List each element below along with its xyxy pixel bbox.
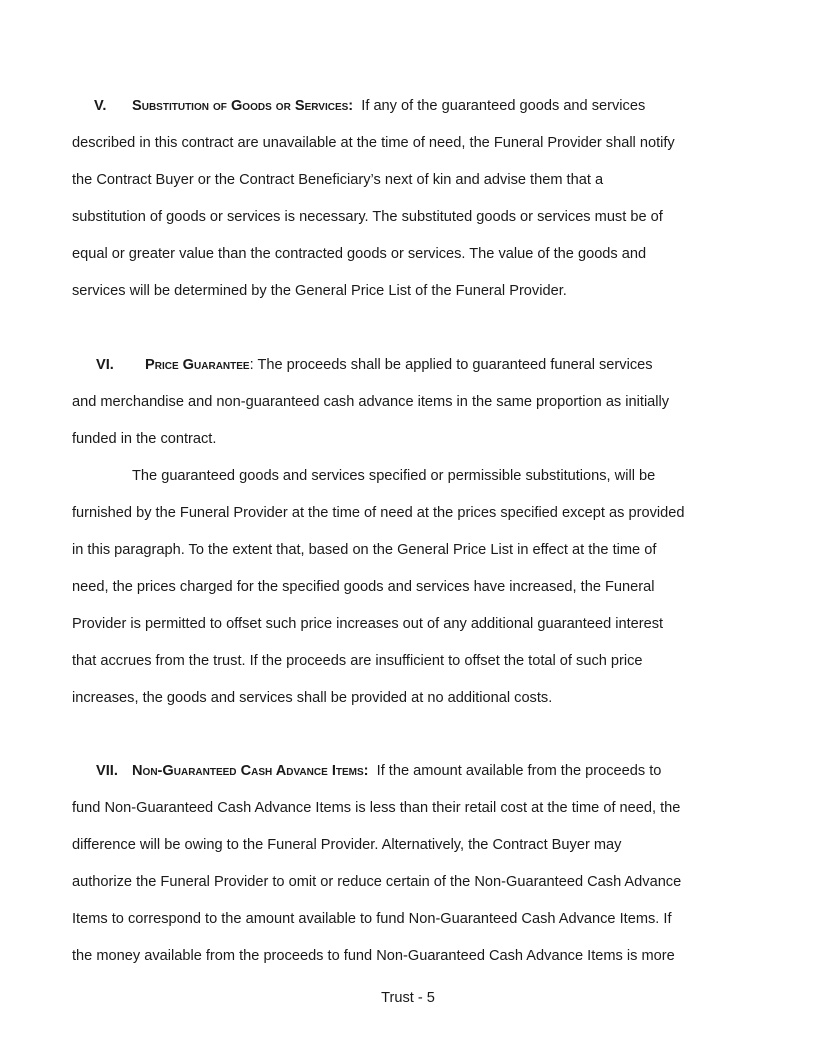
- paragraph-line: equal or greater value than the contracted goods or services. The value of the goods and: [72, 246, 647, 262]
- paragraph-line: funded in the contract.: [72, 431, 217, 447]
- paragraph-line: Items to correspond to the amount available to fund Non-Guaranteed Cash Advance Items. If: [72, 911, 672, 927]
- page-footer: Trust - 5: [381, 990, 435, 1006]
- paragraph-line: Provider is permitted to offset such price increases out of any additional guaranteed interest: [72, 616, 664, 632]
- paragraph-line: services will be determined by the General Price List of the Funeral Provider.: [72, 283, 567, 299]
- section-heading: Price Guarantee: [145, 357, 250, 373]
- paragraph-line: difference will be owing to the Funeral Provider. Alternatively, the Contract Buyer may: [72, 837, 622, 853]
- section-vii-heading-line: [96, 762, 661, 780]
- paragraph-line: need, the prices charged for the specified goods and services have increased, the Funeral: [72, 579, 655, 595]
- paragraph-line: in this paragraph. To the extent that, based on the General Price List in effect at the time of: [72, 542, 657, 558]
- paragraph-line: fund Non-Guaranteed Cash Advance Items is less than their retail cost at the time of need, the: [72, 800, 681, 816]
- paragraph-line: that accrues from the trust. If the proceeds are insufficient to offset the total of such price: [72, 653, 643, 669]
- paragraph-line: the money available from the proceeds to fund Non-Guaranteed Cash Advance Items is more: [72, 948, 675, 964]
- paragraph-line: The guaranteed goods and services specified or permissible substitutions, will be: [132, 468, 656, 484]
- section-heading: Non-Guaranteed Cash Advance Items:: [132, 763, 369, 779]
- paragraph-line: increases, the goods and services shall be provided at no additional costs.: [72, 690, 553, 706]
- paragraph-line: authorize the Funeral Provider to omit or reduce certain of the Non-Guaranteed Cash Advance: [72, 874, 682, 890]
- section-number: VII.: [96, 763, 118, 779]
- section-heading: Substitution of Goods or Services:: [132, 98, 354, 114]
- paragraph-line: and merchandise and non-guaranteed cash advance items in the same proportion as initially: [72, 394, 670, 410]
- section-vi-heading-line: [96, 356, 653, 374]
- section-number: V.: [94, 98, 107, 114]
- paragraph-line: the Contract Buyer or the Contract Beneficiary’s next of kin and advise them that a: [72, 172, 604, 188]
- paragraph-line: substitution of goods or services is necessary. The substituted goods or services must be of: [72, 209, 663, 225]
- section-number: VI.: [96, 357, 114, 373]
- section-v-heading-line: [94, 97, 645, 115]
- paragraph-line: If any of the guaranteed goods and services: [361, 98, 646, 114]
- paragraph-line: described in this contract are unavailable at the time of need, the Funeral Provider shall notify: [72, 135, 675, 151]
- paragraph-line: furnished by the Funeral Provider at the time of need at the prices specified except as provided: [72, 505, 685, 521]
- paragraph-line: : The proceeds shall be applied to guaranteed funeral services: [249, 357, 653, 373]
- paragraph-line: If the amount available from the proceeds to: [376, 763, 662, 779]
